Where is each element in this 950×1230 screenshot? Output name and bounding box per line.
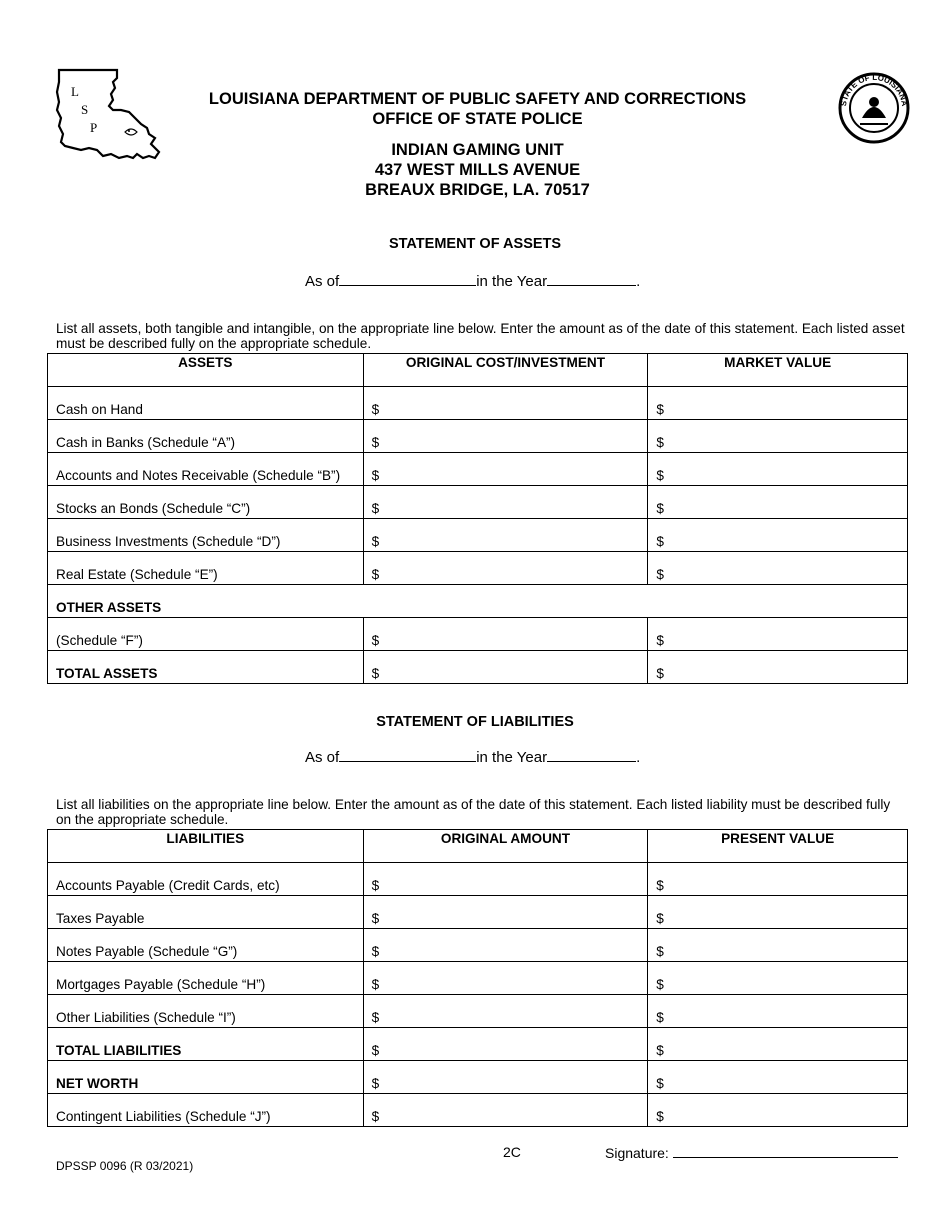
row-label: Mortgages Payable (Schedule “H”) — [48, 962, 364, 995]
row-label: Contingent Liabilities (Schedule “J”) — [48, 1094, 364, 1127]
period: . — [636, 273, 641, 290]
row-label: Cash on Hand — [48, 387, 364, 420]
amount-field[interactable]: $ — [363, 995, 648, 1028]
value-field[interactable]: $ — [648, 552, 908, 585]
table-row — [48, 1061, 908, 1094]
table-row — [48, 995, 908, 1028]
amount-field[interactable]: $ — [363, 929, 648, 962]
table-row — [48, 651, 908, 684]
as-of-label: As of — [305, 273, 340, 290]
row-label: Other Liabilities (Schedule “I”) — [48, 995, 364, 1028]
amount-field[interactable]: $ — [363, 1061, 648, 1094]
amount-field[interactable]: $ — [363, 387, 648, 420]
value-field[interactable]: $ — [648, 995, 908, 1028]
signature-label: Signature: — [605, 1145, 669, 1161]
table-row — [48, 486, 908, 519]
value-field[interactable]: $ — [648, 929, 908, 962]
table-row — [48, 929, 908, 962]
table-row — [48, 1028, 908, 1061]
amount-field[interactable]: $ — [363, 420, 648, 453]
as-of-label: As of — [305, 749, 340, 766]
office-name: OFFICE OF STATE POLICE — [372, 110, 583, 128]
table-row — [48, 896, 908, 929]
value-field[interactable]: $ — [648, 863, 908, 896]
value-field[interactable]: $ — [648, 896, 908, 929]
assets-date-field[interactable] — [339, 272, 476, 286]
row-label: Business Investments (Schedule “D”) — [48, 519, 364, 552]
table-row — [48, 420, 908, 453]
svg-text:S: S — [81, 102, 89, 117]
svg-text:L: L — [71, 84, 79, 99]
lsp-logo — [55, 68, 163, 163]
table-row — [48, 453, 908, 486]
amount-field[interactable]: $ — [363, 486, 648, 519]
form-code: DPSSP 0096 (R 03/2021) — [56, 1159, 194, 1173]
state-seal — [836, 72, 912, 144]
table-row — [48, 552, 908, 585]
other-assets-row — [48, 585, 908, 618]
year-label: in the Year — [476, 749, 548, 766]
assets-year-field[interactable] — [547, 272, 636, 286]
period: . — [636, 749, 641, 766]
liabilities-title: STATEMENT OF LIABILITIES — [376, 714, 574, 730]
col-assets: ASSETS — [48, 354, 364, 387]
col-market-value: MARKET VALUE — [648, 354, 908, 387]
value-field[interactable]: $ — [648, 387, 908, 420]
liabilities-instructions: List all liabilities on the appropriate line below. Enter the amount as of the date of this statement. Each listed liability must be described fully on the appropriate schedule. — [56, 797, 891, 827]
department-name: LOUISIANA DEPARTMENT OF PUBLIC SAFETY AND CORRECTIONS — [208, 90, 747, 108]
col-liabilities: LIABILITIES — [48, 830, 364, 863]
amount-field[interactable]: $ — [363, 618, 648, 651]
row-label: TOTAL LIABILITIES — [48, 1028, 364, 1061]
amount-field[interactable]: $ — [363, 962, 648, 995]
table-row — [48, 863, 908, 896]
row-label: Notes Payable (Schedule “G”) — [48, 929, 364, 962]
other-assets-label: OTHER ASSETS — [48, 585, 908, 618]
table-row — [48, 519, 908, 552]
value-field[interactable]: $ — [648, 519, 908, 552]
row-label: Accounts and Notes Receivable (Schedule “B”) — [48, 453, 364, 486]
signature-line — [605, 1144, 898, 1161]
assets-title: STATEMENT OF ASSETS — [388, 236, 562, 252]
assets-instructions: List all assets, both tangible and intangible, on the appropriate line below. Enter the amount as of the date of this statement. Each listed asset must be described fully on the appropriate schedule. — [56, 321, 905, 351]
liabilities-date-field[interactable] — [339, 748, 476, 762]
row-label: Stocks an Bonds (Schedule “C”) — [48, 486, 364, 519]
assets-as-of-line — [305, 272, 640, 290]
liabilities-as-of-line — [305, 748, 640, 766]
col-original-amount: ORIGINAL AMOUNT — [363, 830, 648, 863]
amount-field[interactable]: $ — [363, 552, 648, 585]
liabilities-year-field[interactable] — [547, 748, 636, 762]
row-label: TOTAL ASSETS — [48, 651, 364, 684]
row-label: NET WORTH — [48, 1061, 364, 1094]
row-label: Accounts Payable (Credit Cards, etc) — [48, 863, 364, 896]
col-present-value: PRESENT VALUE — [648, 830, 908, 863]
row-label: Real Estate (Schedule “E”) — [48, 552, 364, 585]
value-field[interactable]: $ — [648, 1094, 908, 1127]
amount-field[interactable]: $ — [363, 863, 648, 896]
year-label: in the Year — [476, 273, 548, 290]
svg-text:STATE OF LOUISIANA: STATE OF LOUISIANA — [838, 72, 910, 107]
amount-field[interactable]: $ — [363, 453, 648, 486]
table-row — [48, 1094, 908, 1127]
svg-text:P: P — [90, 120, 98, 135]
amount-field[interactable]: $ — [363, 1094, 648, 1127]
value-field[interactable]: $ — [648, 651, 908, 684]
page-code: 2C — [503, 1144, 521, 1160]
street-address: 437 WEST MILLS AVENUE — [374, 161, 581, 179]
amount-field[interactable]: $ — [363, 651, 648, 684]
table-row — [48, 387, 908, 420]
col-original-cost: ORIGINAL COST/INVESTMENT — [363, 354, 648, 387]
row-label: (Schedule “F”) — [48, 618, 364, 651]
value-field[interactable]: $ — [648, 420, 908, 453]
table-row — [48, 618, 908, 651]
amount-field[interactable]: $ — [363, 896, 648, 929]
value-field[interactable]: $ — [648, 962, 908, 995]
value-field[interactable]: $ — [648, 1061, 908, 1094]
table-row — [48, 962, 908, 995]
amount-field[interactable]: $ — [363, 519, 648, 552]
value-field[interactable]: $ — [648, 1028, 908, 1061]
assets-table — [47, 353, 908, 684]
liabilities-table — [47, 829, 908, 1127]
amount-field[interactable]: $ — [363, 1028, 648, 1061]
row-label: Cash in Banks (Schedule “A”) — [48, 420, 364, 453]
row-label: Taxes Payable — [48, 896, 364, 929]
value-field[interactable]: $ — [648, 618, 908, 651]
city-address: BREAUX BRIDGE, LA. 70517 — [365, 181, 590, 199]
value-field[interactable]: $ — [648, 486, 908, 519]
signature-field[interactable] — [673, 1144, 898, 1158]
value-field[interactable]: $ — [648, 453, 908, 486]
unit-name: INDIAN GAMING UNIT — [391, 141, 564, 159]
